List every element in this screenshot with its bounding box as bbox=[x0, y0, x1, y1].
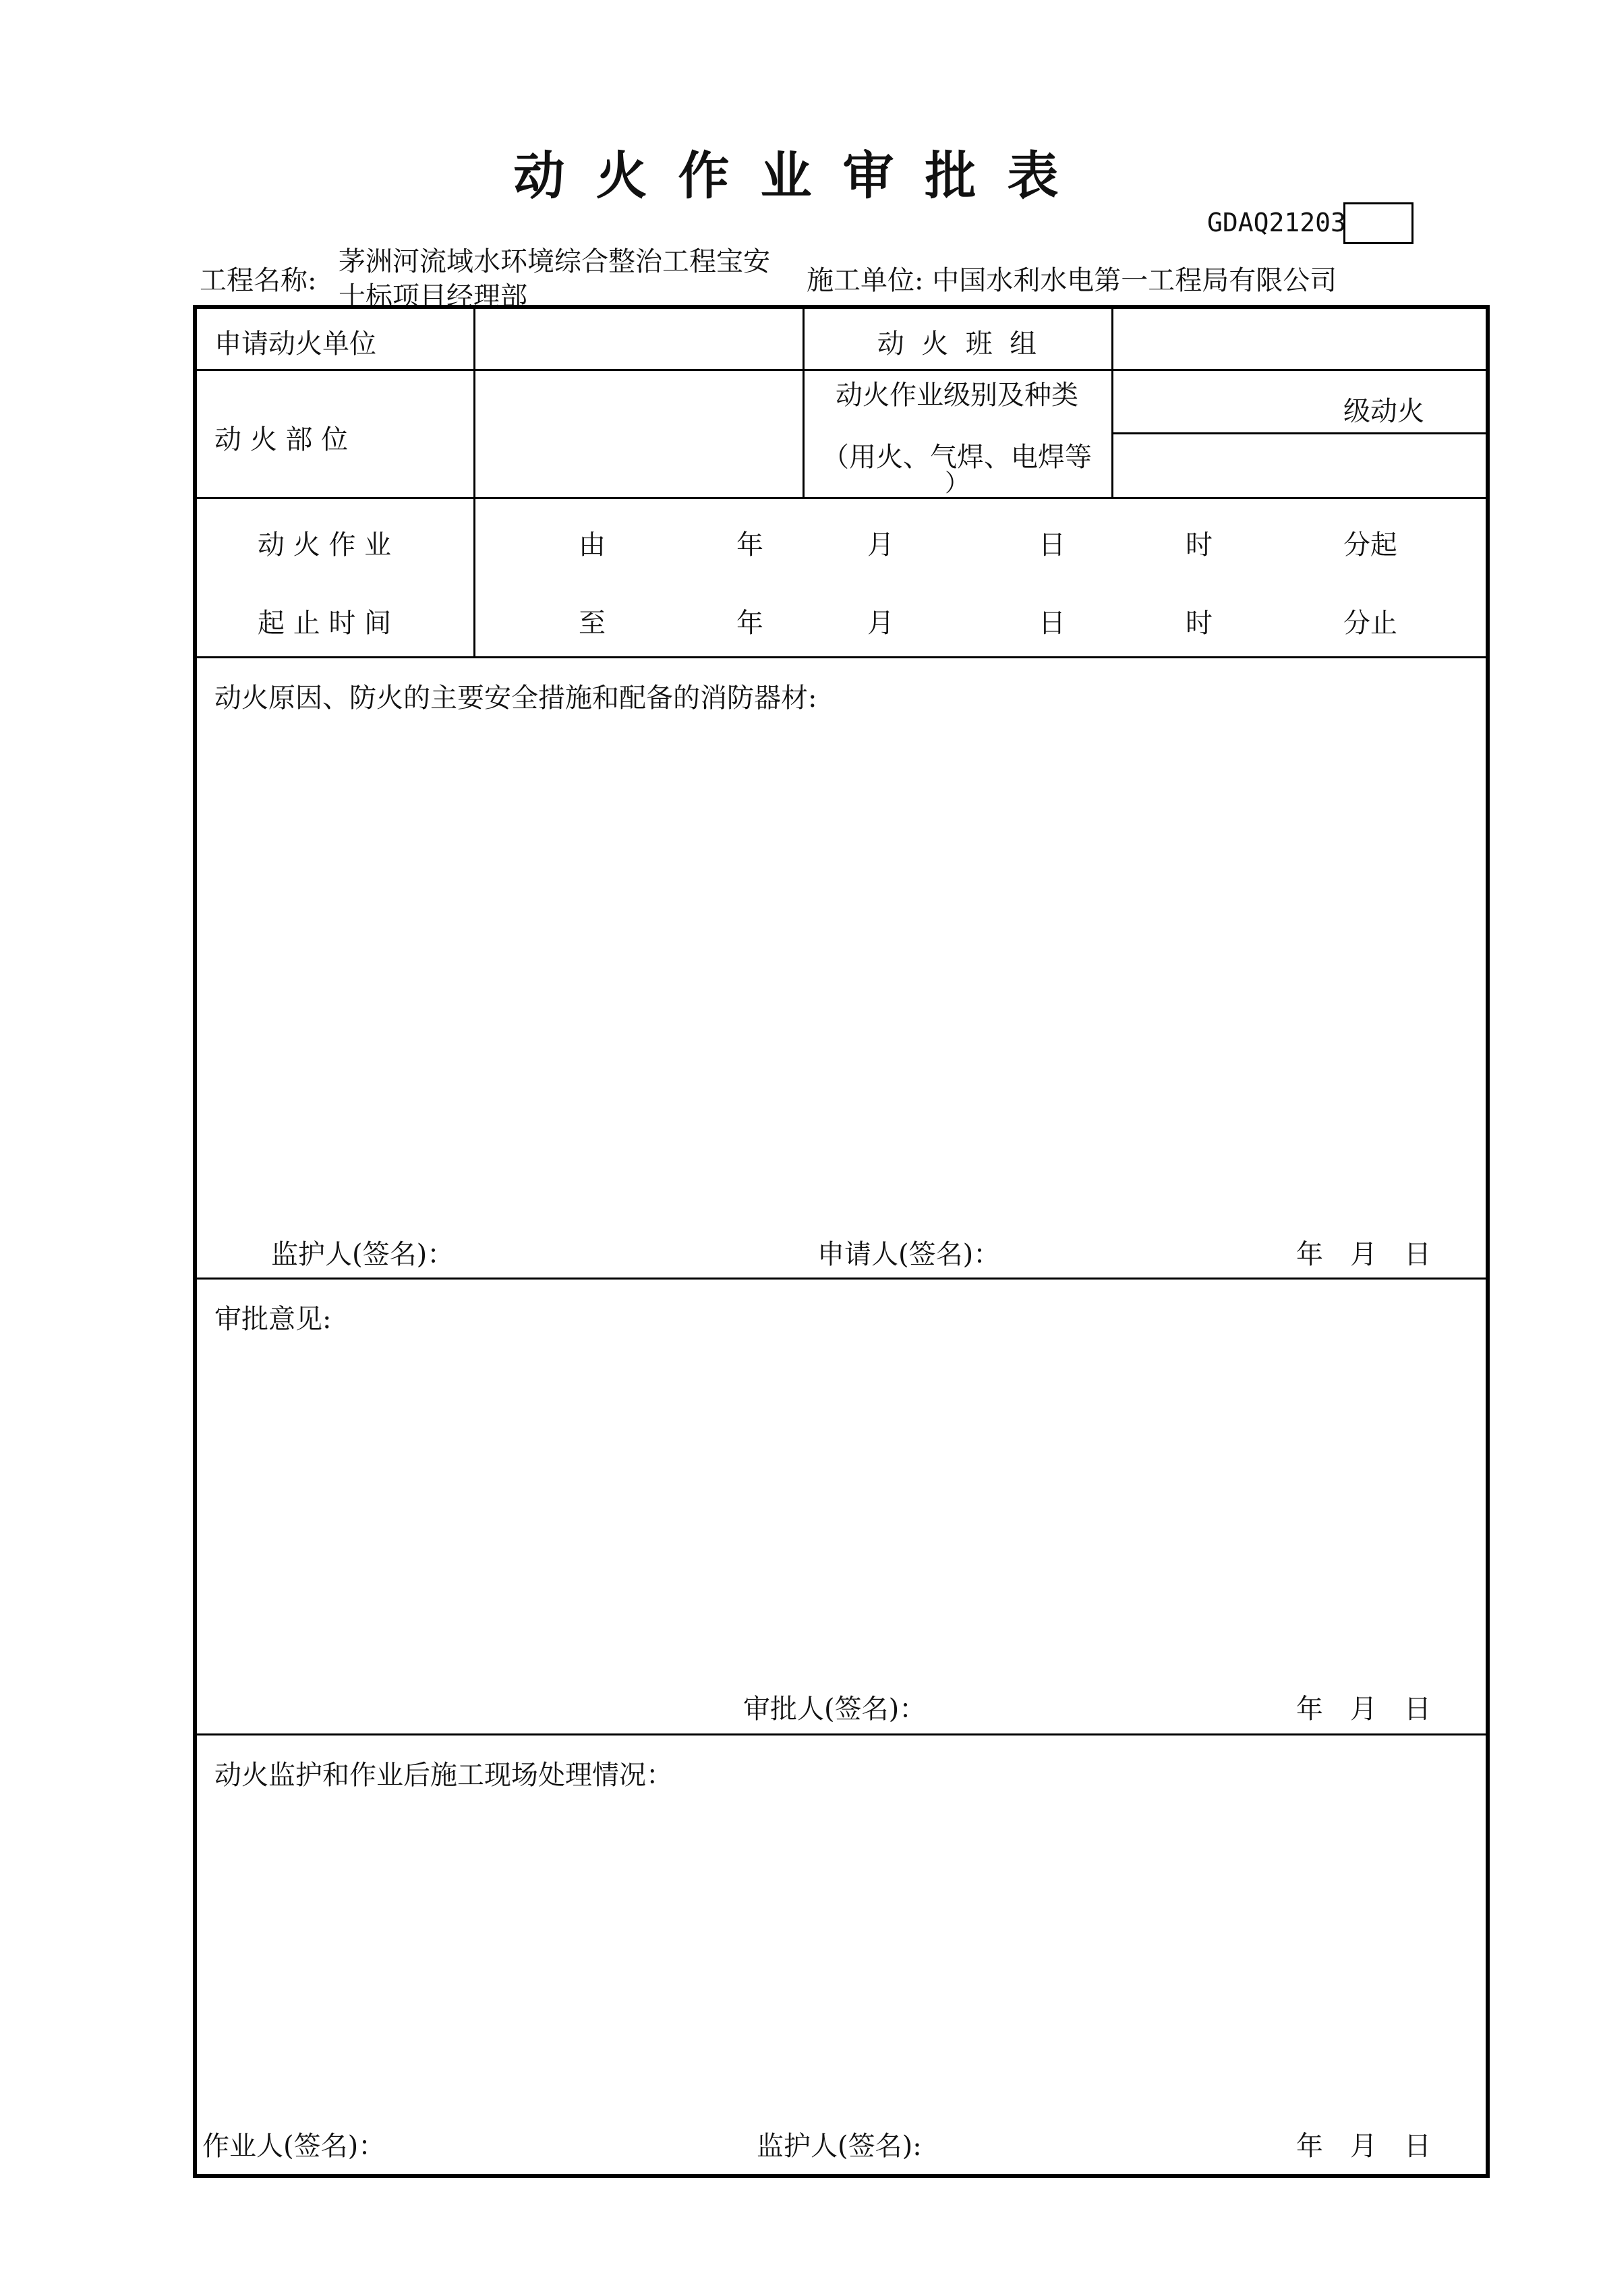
aftercare-text-area[interactable] bbox=[204, 1793, 1478, 2096]
to-label: 至 bbox=[579, 608, 606, 639]
fire-level-label-line1: 动火作业级别及种类 bbox=[836, 380, 1078, 411]
fire-location-label: 动 火 部 位 bbox=[214, 424, 349, 455]
aftercare-section-label: 动火监护和作业后施工现场处理情况： bbox=[214, 1760, 673, 1791]
end-month-label: 月 bbox=[867, 608, 894, 639]
from-label: 由 bbox=[579, 529, 606, 561]
start-hour-label: 时 bbox=[1186, 529, 1213, 561]
approval-date: 年 月 日 bbox=[1296, 1694, 1431, 1725]
start-minute-label: 分起 bbox=[1343, 529, 1397, 561]
applicant-unit-label: 申请动火单位 bbox=[214, 328, 376, 360]
form-code: GDAQ21203 bbox=[1207, 208, 1346, 237]
reason-date: 年 月 日 bbox=[1296, 1239, 1431, 1270]
form-number-field[interactable] bbox=[1343, 202, 1413, 244]
aftercare-supervisor-signature-label: 监护人(签名): bbox=[757, 2131, 922, 2162]
reason-text-area[interactable] bbox=[204, 714, 1478, 1219]
fire-location-field[interactable] bbox=[475, 371, 800, 496]
project-label: 工程名称: bbox=[200, 265, 317, 296]
reason-section-label: 动火原因、防火的主要安全措施和配备的消防器材: bbox=[214, 683, 817, 714]
approver-signature-label: 审批人(签名)： bbox=[743, 1694, 927, 1725]
approval-section-label: 审批意见: bbox=[214, 1304, 332, 1335]
row-divider bbox=[197, 656, 1486, 658]
fire-level-value: 级动火 bbox=[1343, 396, 1424, 427]
fire-team-field[interactable] bbox=[1113, 311, 1484, 368]
approval-form-table bbox=[193, 305, 1490, 2178]
row-divider bbox=[197, 1278, 1486, 1280]
time-label-line2: 起 止 时 间 bbox=[258, 608, 392, 639]
end-minute-label: 分止 bbox=[1343, 608, 1397, 639]
fire-type-field[interactable] bbox=[1113, 434, 1484, 496]
row-divider bbox=[197, 1733, 1486, 1735]
fire-level-label-line2: （用火、气焊、电焊等 bbox=[822, 442, 1092, 473]
start-year-label: 年 bbox=[736, 529, 763, 561]
time-label-line1: 动 火 作 业 bbox=[258, 529, 392, 561]
row-divider bbox=[197, 369, 1486, 371]
fire-team-label: 动 火 班 组 bbox=[877, 328, 1037, 360]
supervisor-signature-label: 监护人(签名)： bbox=[271, 1239, 455, 1270]
applicant-signature-label: 申请人(签名)： bbox=[817, 1239, 1001, 1270]
start-month-label: 月 bbox=[867, 529, 894, 561]
end-hour-label: 时 bbox=[1186, 608, 1213, 639]
aftercare-date: 年 月 日 bbox=[1296, 2131, 1431, 2162]
end-year-label: 年 bbox=[736, 608, 763, 639]
applicant-unit-field[interactable] bbox=[475, 311, 800, 368]
project-name-line2: 十标项目经理部 bbox=[339, 281, 527, 312]
project-name-line1: 茅洲河流域水环境综合整治工程宝安 bbox=[339, 246, 770, 277]
start-day-label: 日 bbox=[1039, 529, 1066, 561]
contractor: 施工单位: 中国水利水电第一工程局有限公司 bbox=[807, 265, 1337, 296]
page-title: 动火作业审批表 bbox=[513, 146, 1090, 206]
end-day-label: 日 bbox=[1039, 608, 1066, 639]
fire-level-label-line3: ） bbox=[944, 469, 969, 497]
operator-signature-label: 作业人(签名)： bbox=[202, 2131, 386, 2162]
approval-text-area[interactable] bbox=[204, 1334, 1478, 1671]
